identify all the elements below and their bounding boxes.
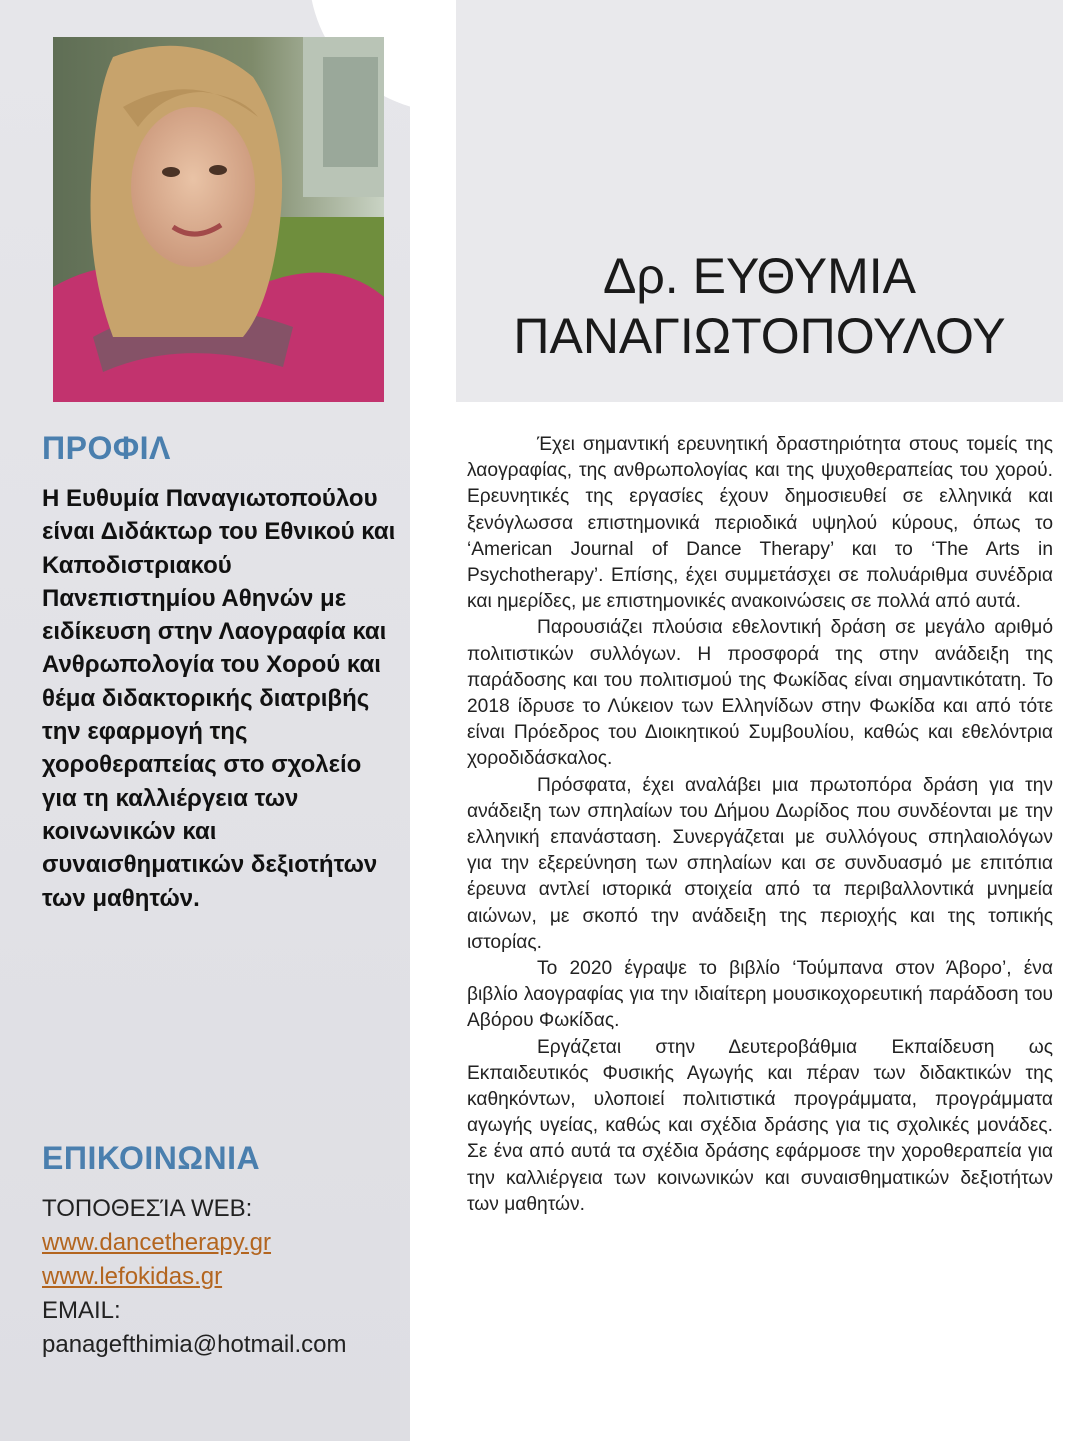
portrait-image [53, 37, 384, 402]
biography-paragraph: Το 2020 έγραψε το βιβλίο ‘Τούμπανα στον Άβορο’, ένα βιβλίο λαογραφίας για την ιδιαίτερη μουσικοχορευτική παράδοση του Αβόρου Φωκίδας. [467, 958, 1053, 1032]
contact-heading: ΕΠΙΚΟΙΝΩΝΙΑ [42, 1140, 261, 1176]
biography-paragraph: Εργάζεται στην Δευτεροβάθμια Εκπαίδευση ως Εκπαιδευτικός Φυσικής Αγωγής και πέραν των διδακτικών της καθηκόντων, υλοποιεί πολιτιστικά προγράμματα, προγράμματα αγωγής υγείας, καθώς και σχέδια δράσης για τις σχολικές μονάδες. Σε ένα από αυτά τα σχέδια δράσης εφάρμοσε την χοροθεραπεία για την καλλιέργεια των κοινωνικών και συναισθηματικών δεξιοτήτων των μαθητών. [467, 1036, 1053, 1215]
profile-heading: ΠΡΟΦΙΛ [42, 430, 171, 466]
biography-paragraph: Έχει σημαντική ερευνητική δραστηριότητα στους τομείς της λαογραφίας, της ανθρωπολογίας και της ψυχοθεραπείας του χορού. Ερευνητικές της εργασίες έχουν δημοσιευθεί σε ελληνικά και ξενόγλωσσα επιστημονικά περιοδικά υψηλού κύρους, όπως το ‘American Journal of Dance Therapy’ και το ‘The Arts in Psychotherapy’. Επίσης, έχει συμμετάσχει σε πολυάριθμα συνέδρια και ημερίδες, με επιστημονικές ανακοινώσεις σε πολλά από αυτά. [467, 434, 1053, 613]
email-address[interactable]: panagefthimia@hotmail.com [42, 1331, 347, 1358]
title-line-1: Δρ. ΕΥΘΥΜΙΑ [602, 247, 917, 304]
contact-block [42, 1192, 347, 1362]
email-label: EMAIL: [42, 1297, 121, 1324]
web-label: ΤΟΠΟΘΕΣΊΑ WEB: [42, 1195, 253, 1222]
title-box [456, 0, 1063, 402]
biography-text [467, 432, 1053, 1218]
biography-paragraph: Πρόσφατα, έχει αναλάβει μια πρωτοπόρα δράση για την ανάδειξη των σπηλαίων του Δήμου Δωρίδος που συνδέονται με την ελληνική επανάσταση. Συνεργάζεται με συλλόγους σπηλαιολόγων για την εξερεύνηση των σπηλαίων και σε συνδυασμό με επιτόπια έρευνα αντλεί ιστορικά στοιχεία από τα περιβαλλοντικά μνημεία αιώνων, με σκοπό την ανάδειξη της περιοχής και της τοπικής ιστορίας. [467, 774, 1053, 953]
link-lefokidas[interactable]: www.lefokidas.gr [42, 1263, 223, 1290]
biography-paragraph: Παρουσιάζει πλούσια εθελοντική δράση σε μεγάλο αριθμό πολιτιστικών συλλόγων. Η προσφορά της στην ανάδειξη της παράδοσης και του πολιτισμού της Φωκίδας είναι σημαντικότατη. Το 2018 ίδρυσε το Λύκειον των Ελληνίδων στην Φωκίδα και από τότε είναι Πρόεδρος του Διοικητικού Συμβουλίου, καθώς και εθελόντρια χοροδιδάσκαλος. [467, 617, 1053, 770]
profile-text: Η Ευθυμία Παναγιωτοπούλου είναι Διδάκτωρ του Εθνικού και Καποδιστριακού Πανεπιστημίου Αθηνών με ειδίκευση στην Λαογραφία και Ανθρωπολογία του Χορού και θέμα διδακτορικής διατριβής την εφαρμογή της χοροθεραπείας στο σχολείο για τη καλλιέργεια των κοινωνικών και συναισθηματικών δεξιοτήτων των μαθητών. [42, 485, 396, 912]
title-line-2: ΠΑΝΑΓΙΩΤΟΠΟΥΛΟΥ [513, 307, 1006, 364]
link-dancetherapy[interactable]: www.dancetherapy.gr [42, 1229, 272, 1256]
page-title [456, 246, 1063, 366]
profile-photo [53, 37, 384, 402]
